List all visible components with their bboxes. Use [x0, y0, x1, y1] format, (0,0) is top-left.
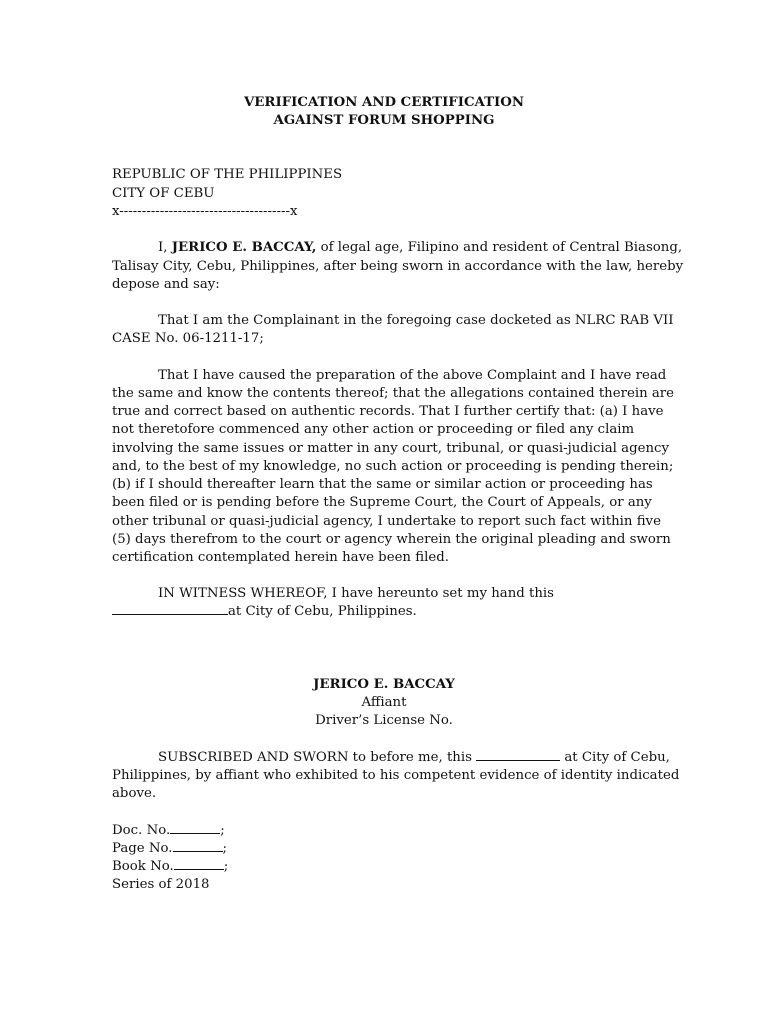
date-blank: [112, 603, 228, 615]
intro-line-3: depose and say:: [112, 277, 220, 292]
jurat-line-3: above.: [112, 786, 157, 801]
jurat-date-blank: [476, 749, 560, 761]
page-no-line: [112, 840, 672, 858]
venue-separator: x--------------------------------------x: [112, 204, 298, 219]
intro-line-1-rest: of legal age, Filipino and resident of Central Biasong,: [316, 240, 683, 255]
witness-line-2: [112, 603, 672, 621]
doc-no-end: ;: [220, 823, 225, 838]
para2-line-2: the same and know the contents thereof; that the allegations contained therein are: [112, 386, 675, 401]
document-title-line-1: VERIFICATION AND CERTIFICATION: [243, 95, 524, 110]
jurat-line-1: [112, 749, 718, 767]
para2-line-9: other tribunal or quasi-judicial agency, I undertake to report such fact within five: [112, 514, 661, 529]
document-title-line-2: AGAINST FORUM SHOPPING: [273, 113, 495, 128]
book-no-label: Book No.: [112, 859, 174, 874]
signature-license: Driver’s License No.: [315, 713, 453, 728]
para2-line-1: That I have caused the preparation of the above Complaint and I have read: [158, 368, 667, 383]
para2-line-7: (b) if I should thereafter learn that the same or similar action or proceeding has: [112, 477, 653, 492]
witness-line-2-rest: at City of Cebu, Philippines.: [228, 604, 417, 619]
series-line: Series of 2018: [112, 877, 210, 892]
venue-republic: REPUBLIC OF THE PHILIPPINES: [112, 167, 343, 182]
page-no-label: Page No.: [112, 841, 173, 856]
jurat-line-1-b: at City of Cebu,: [560, 750, 670, 765]
intro-prefix: I,: [158, 240, 172, 255]
para1-line-1: That I am the Complainant in the foregoing case docketed as NLRC RAB VII: [158, 313, 674, 328]
doc-no-line: [112, 822, 672, 840]
jurat-line-1-a: SUBSCRIBED AND SWORN to before me, this: [158, 750, 477, 765]
page-no-end: ;: [222, 841, 228, 856]
signature-name: JERICO E. BACCAY: [313, 677, 455, 692]
doc-no-label: Doc. No.: [112, 823, 171, 838]
para2-line-6: and, to the best of my knowledge, no such action or proceeding is pending therein;: [112, 459, 674, 474]
intro-line-2: Talisay City, Cebu, Philippines, after being sworn in accordance with the law, hereby: [112, 259, 684, 274]
para2-line-8: been filed or is pending before the Supreme Court, the Court of Appeals, or any: [112, 495, 652, 510]
para1-line-2: CASE No. 06-1211-17;: [112, 331, 264, 346]
book-no-blank: [174, 858, 224, 870]
jurat-line-2: Philippines, by affiant who exhibited to his competent evidence of identity indicated: [112, 768, 680, 783]
book-no-line: [112, 858, 672, 876]
affiant-name-inline: JERICO E. BACCAY,: [171, 240, 317, 255]
para2-line-5: involving the same issues or matter in any court, tribunal, or quasi-judicial agency: [112, 441, 669, 456]
intro-line-1: [112, 239, 718, 257]
page-no-blank: [173, 840, 223, 852]
signature-role: Affiant: [361, 695, 407, 710]
doc-no-blank: [170, 822, 220, 834]
book-no-end: ;: [223, 859, 229, 874]
para2-line-3: true and correct based on authentic records. That I further certify that: (a) I have: [112, 404, 664, 419]
witness-line-1: IN WITNESS WHEREOF, I have hereunto set my hand this: [158, 586, 554, 601]
para2-line-10: (5) days therefrom to the court or agency wherein the original pleading and sworn: [112, 532, 671, 547]
para2-line-4: not theretofore commenced any other action or proceeding or filed any claim: [112, 422, 635, 437]
venue-city: CITY OF CEBU: [112, 186, 215, 201]
para2-line-11: certification contemplated herein have been filed.: [112, 550, 449, 565]
